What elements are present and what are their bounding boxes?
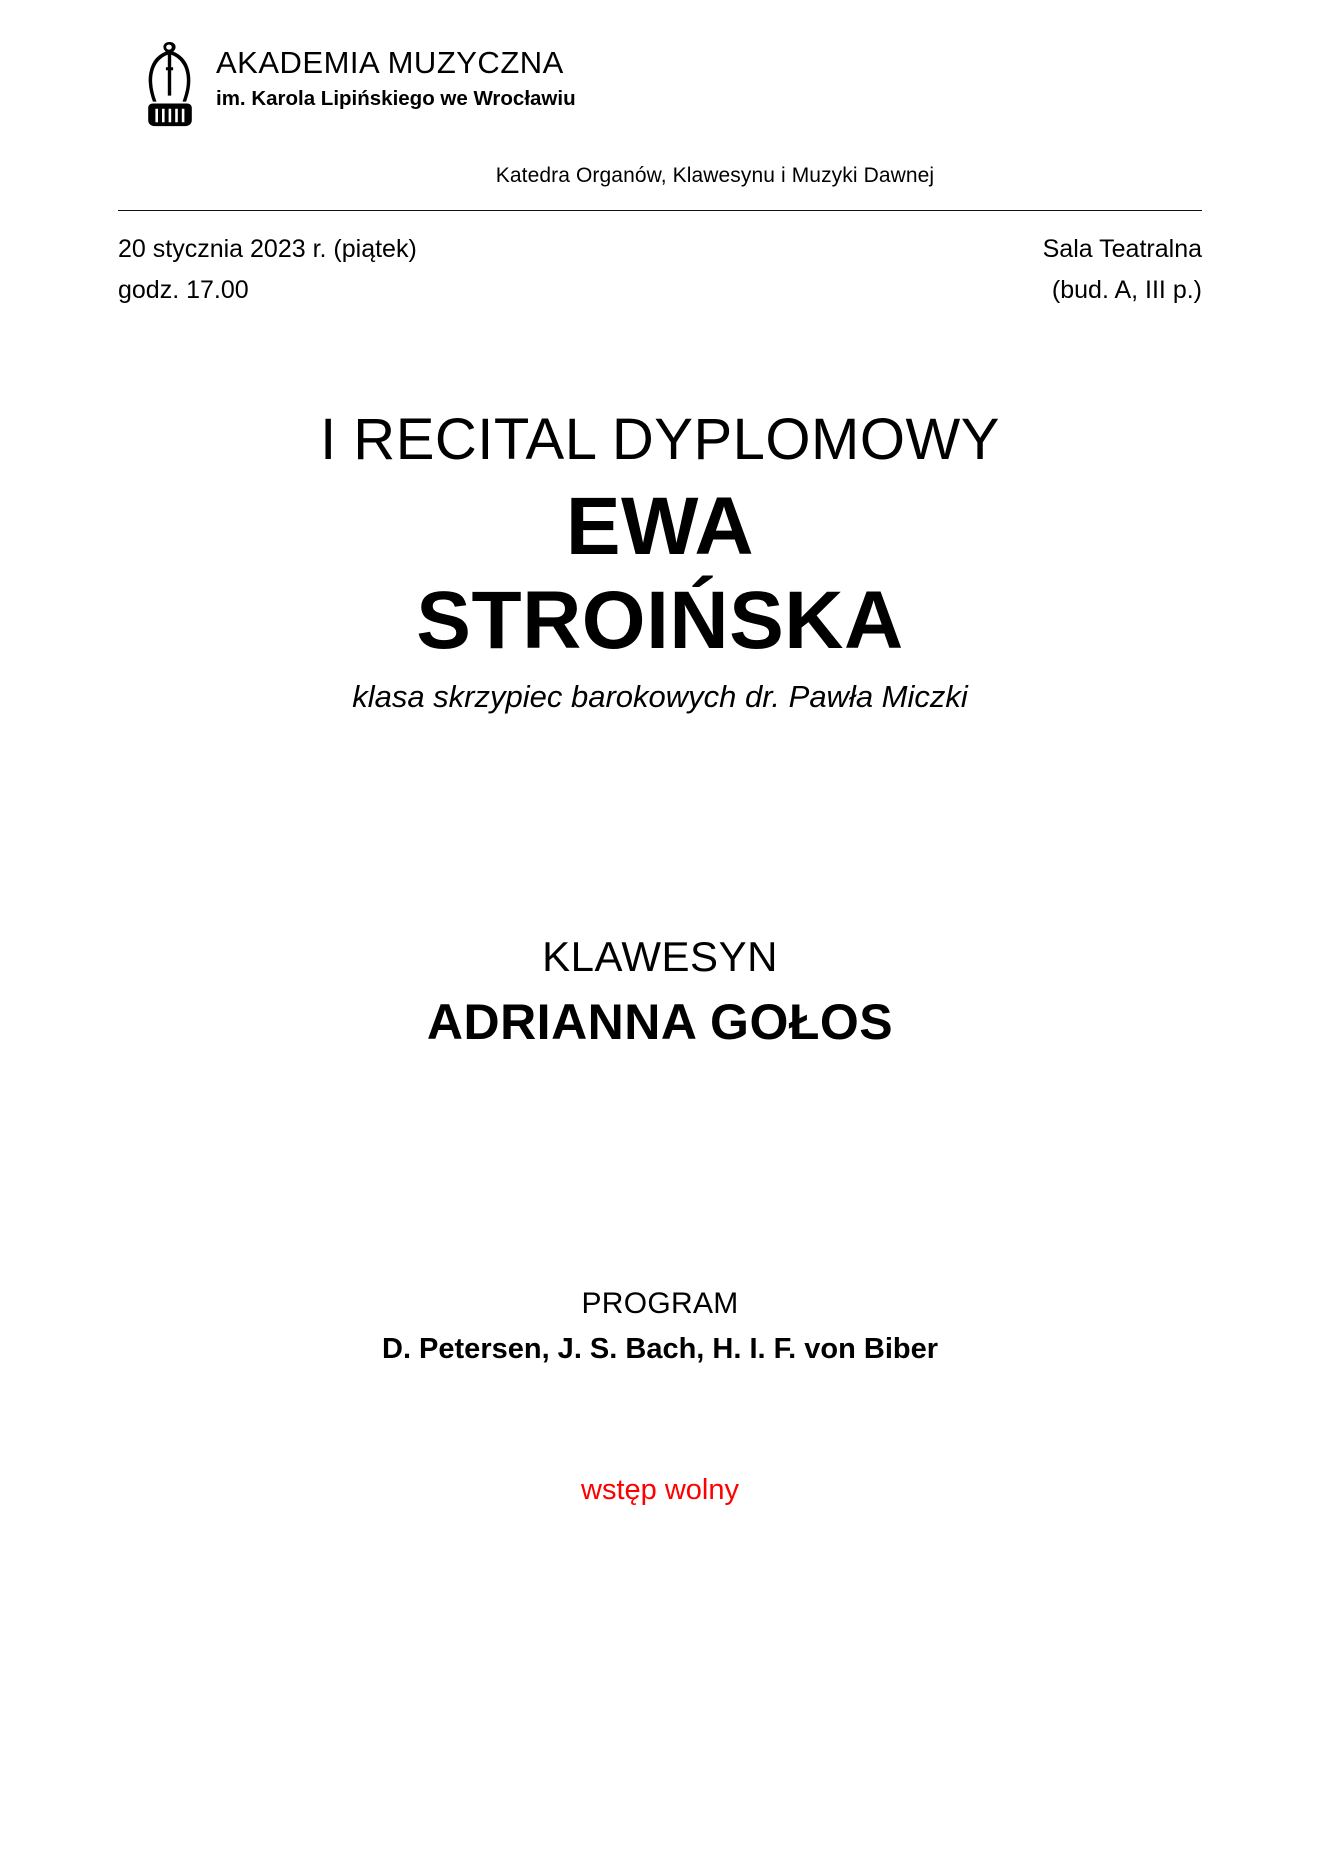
poster-header (118, 0, 1202, 128)
performer-last-name: STROIŃSKA (416, 574, 904, 666)
recital-title: I RECITAL DYPLOMOWY (320, 407, 1000, 472)
lyre-icon (138, 40, 200, 128)
performer-first-name: EWA (565, 480, 755, 572)
department-name: Katedra Organów, Klawesynu i Muzyki Dawnej (495, 164, 935, 187)
header-divider (118, 210, 1202, 211)
institution-name: AKADEMIA MUZYCZNA (216, 45, 564, 80)
free-entry-note: wstęp wolny (581, 1473, 739, 1506)
event-datetime (118, 229, 417, 310)
program-composers: D. Petersen, J. S. Bach, H. I. F. von Biber (382, 1332, 938, 1365)
harpsichord-label: KLAWESYN (542, 932, 778, 980)
event-venue (1043, 229, 1202, 310)
event-date: 20 stycznia 2023 r. (piątek) (118, 235, 417, 263)
academy-logo (138, 38, 576, 128)
event-time: godz. 17.00 (118, 275, 249, 304)
academy-logo-text (216, 46, 576, 111)
program-label: PROGRAM (581, 1286, 739, 1320)
venue-name: Sala Teatralna (1042, 235, 1202, 263)
venue-detail: (bud. A, III p.) (1051, 275, 1202, 304)
institution-subtitle: im. Karola Lipińskiego we Wrocławiu (216, 87, 576, 111)
harpsichord-performer-name: ADRIANNA GOŁOS (426, 993, 894, 1050)
class-line: klasa skrzypiec barokowych dr. Pawła Miczki (352, 678, 968, 714)
event-meta (118, 229, 1202, 310)
performer-name (118, 481, 1202, 667)
